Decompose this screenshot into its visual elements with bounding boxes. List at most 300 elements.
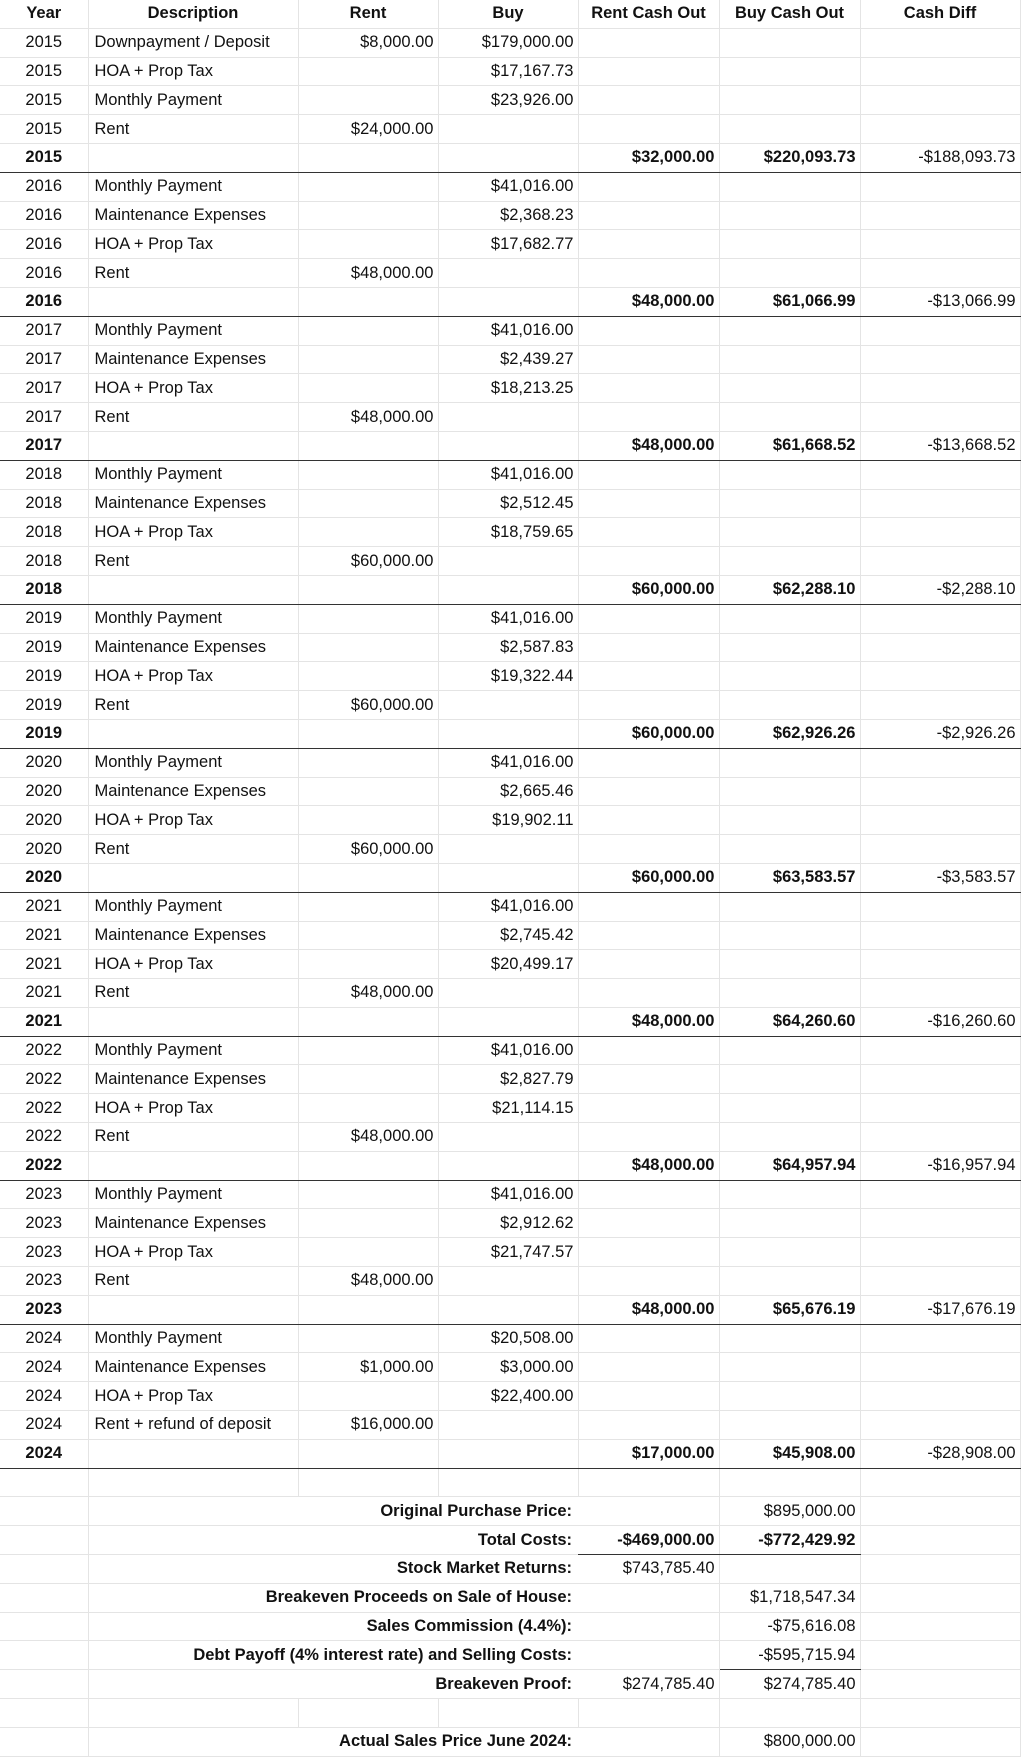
rent-cell[interactable]: $16,000.00 <box>298 1411 438 1440</box>
buy-cell[interactable] <box>438 719 578 748</box>
rent-cash-out-cell[interactable]: $48,000.00 <box>578 1007 719 1036</box>
cell[interactable] <box>0 1641 88 1670</box>
rent-cash-out-cell[interactable]: $17,000.00 <box>578 1439 719 1468</box>
rent-cash-out-cell[interactable] <box>578 1267 719 1296</box>
summary-label[interactable]: Debt Payoff (4% interest rate) and Selling Costs: <box>88 1641 578 1670</box>
year-cell[interactable]: 2022 <box>0 1151 88 1180</box>
rent-cash-out-cell[interactable] <box>578 1180 719 1209</box>
rent-cash-out-cell[interactable] <box>578 230 719 259</box>
rent-cell[interactable] <box>298 1324 438 1353</box>
buy-cash-out-cell[interactable] <box>719 1411 860 1440</box>
year-cell[interactable]: 2021 <box>0 1007 88 1036</box>
buy-cell[interactable]: $17,167.73 <box>438 57 578 86</box>
cell[interactable] <box>0 1555 88 1584</box>
buy-cash-out-cell[interactable] <box>719 1094 860 1123</box>
cash-diff-cell[interactable] <box>860 1209 1020 1238</box>
cell[interactable] <box>719 1699 860 1728</box>
description-cell[interactable] <box>88 143 298 172</box>
rent-cash-out-cell[interactable] <box>578 921 719 950</box>
year-cell[interactable]: 2020 <box>0 777 88 806</box>
buy-cell[interactable]: $41,016.00 <box>438 1036 578 1065</box>
buy-cash-out-cell[interactable] <box>719 633 860 662</box>
description-cell[interactable]: Monthly Payment <box>88 1036 298 1065</box>
buy-cell[interactable]: $2,439.27 <box>438 345 578 374</box>
description-cell[interactable] <box>88 575 298 604</box>
buy-cell[interactable]: $19,322.44 <box>438 662 578 691</box>
rent-cell[interactable]: $48,000.00 <box>298 1123 438 1152</box>
rent-cell[interactable] <box>298 1007 438 1036</box>
rent-cash-out-cell[interactable] <box>578 1123 719 1152</box>
rent-cash-out-cell[interactable] <box>578 345 719 374</box>
year-cell[interactable]: 2024 <box>0 1411 88 1440</box>
rent-cash-out-cell[interactable] <box>578 892 719 921</box>
description-cell[interactable]: Rent <box>88 835 298 864</box>
buy-cash-out-cell[interactable] <box>719 1209 860 1238</box>
cash-diff-cell[interactable] <box>860 115 1020 144</box>
rent-cash-out-cell[interactable] <box>578 201 719 230</box>
buy-cell[interactable] <box>438 575 578 604</box>
buy-cell[interactable] <box>438 1295 578 1324</box>
buy-cell[interactable]: $18,759.65 <box>438 518 578 547</box>
buy-cash-out-cell[interactable]: $62,288.10 <box>719 575 860 604</box>
buy-cash-out-cell[interactable] <box>719 403 860 432</box>
description-cell[interactable]: Maintenance Expenses <box>88 777 298 806</box>
buy-cash-out-cell[interactable] <box>719 201 860 230</box>
buy-cell[interactable]: $2,827.79 <box>438 1065 578 1094</box>
cash-diff-cell[interactable] <box>860 1123 1020 1152</box>
buy-cash-out-cell[interactable] <box>719 1267 860 1296</box>
rent-cell[interactable] <box>298 374 438 403</box>
description-cell[interactable]: Maintenance Expenses <box>88 201 298 230</box>
description-cell[interactable]: Rent <box>88 1123 298 1152</box>
buy-cell[interactable] <box>438 431 578 460</box>
rent-cash-out-cell[interactable] <box>578 86 719 115</box>
rent-cell[interactable]: $1,000.00 <box>298 1353 438 1382</box>
rent-cash-out-cell[interactable]: $48,000.00 <box>578 1295 719 1324</box>
summary-buy-value[interactable]: -$595,715.94 <box>719 1641 860 1670</box>
rent-cell[interactable] <box>298 57 438 86</box>
description-cell[interactable]: Monthly Payment <box>88 172 298 201</box>
summary-label[interactable]: Sales Commission (4.4%): <box>88 1612 578 1641</box>
buy-cell[interactable] <box>438 835 578 864</box>
description-cell[interactable]: HOA + Prop Tax <box>88 57 298 86</box>
rent-cash-out-cell[interactable] <box>578 172 719 201</box>
year-cell[interactable]: 2023 <box>0 1238 88 1267</box>
buy-cash-out-cell[interactable] <box>719 835 860 864</box>
buy-cash-out-cell[interactable] <box>719 230 860 259</box>
description-cell[interactable] <box>88 1151 298 1180</box>
rent-cash-out-cell[interactable] <box>578 316 719 345</box>
buy-cell[interactable]: $20,508.00 <box>438 1324 578 1353</box>
year-cell[interactable]: 2017 <box>0 316 88 345</box>
buy-cash-out-cell[interactable] <box>719 115 860 144</box>
cash-diff-cell[interactable] <box>860 835 1020 864</box>
description-cell[interactable]: Rent <box>88 403 298 432</box>
cash-diff-cell[interactable] <box>860 57 1020 86</box>
buy-cash-out-cell[interactable] <box>719 1353 860 1382</box>
cash-diff-cell[interactable] <box>860 172 1020 201</box>
buy-cell[interactable]: $22,400.00 <box>438 1382 578 1411</box>
buy-cell[interactable]: $2,368.23 <box>438 201 578 230</box>
buy-cell[interactable] <box>438 1151 578 1180</box>
description-cell[interactable]: Monthly Payment <box>88 892 298 921</box>
buy-cell[interactable] <box>438 1007 578 1036</box>
year-cell[interactable]: 2016 <box>0 172 88 201</box>
cell[interactable] <box>860 1555 1020 1584</box>
cash-diff-cell[interactable]: -$13,668.52 <box>860 431 1020 460</box>
description-cell[interactable] <box>88 719 298 748</box>
buy-cell[interactable]: $2,912.62 <box>438 1209 578 1238</box>
cash-diff-cell[interactable] <box>860 1094 1020 1123</box>
year-cell[interactable]: 2019 <box>0 719 88 748</box>
header-description[interactable]: Description <box>88 0 298 28</box>
rent-cell[interactable] <box>298 1238 438 1267</box>
buy-cell[interactable]: $21,114.15 <box>438 1094 578 1123</box>
rent-cash-out-cell[interactable] <box>578 1238 719 1267</box>
rent-cell[interactable] <box>298 719 438 748</box>
cash-diff-cell[interactable]: -$2,926.26 <box>860 719 1020 748</box>
rent-cash-out-cell[interactable] <box>578 28 719 57</box>
rent-cell[interactable] <box>298 287 438 316</box>
buy-cell[interactable]: $179,000.00 <box>438 28 578 57</box>
rent-cell[interactable] <box>298 172 438 201</box>
year-cell[interactable]: 2015 <box>0 86 88 115</box>
cell[interactable] <box>0 1727 88 1756</box>
cash-diff-cell[interactable] <box>860 1353 1020 1382</box>
description-cell[interactable]: Monthly Payment <box>88 86 298 115</box>
buy-cell[interactable]: $41,016.00 <box>438 460 578 489</box>
summary-rent-value[interactable]: $274,785.40 <box>578 1670 719 1699</box>
rent-cell[interactable] <box>298 575 438 604</box>
buy-cell[interactable]: $2,665.46 <box>438 777 578 806</box>
buy-cell[interactable] <box>438 863 578 892</box>
description-cell[interactable]: HOA + Prop Tax <box>88 374 298 403</box>
buy-cell[interactable]: $20,499.17 <box>438 950 578 979</box>
rent-cash-out-cell[interactable] <box>578 1036 719 1065</box>
cash-diff-cell[interactable] <box>860 633 1020 662</box>
buy-cell[interactable]: $3,000.00 <box>438 1353 578 1382</box>
buy-cell[interactable] <box>438 259 578 288</box>
description-cell[interactable]: Monthly Payment <box>88 316 298 345</box>
year-cell[interactable]: 2019 <box>0 633 88 662</box>
rent-cell[interactable] <box>298 201 438 230</box>
summary-buy-value[interactable]: $1,718,547.34 <box>719 1583 860 1612</box>
rent-cell[interactable] <box>298 1065 438 1094</box>
description-cell[interactable] <box>88 1295 298 1324</box>
buy-cell[interactable] <box>438 1267 578 1296</box>
buy-cash-out-cell[interactable] <box>719 1382 860 1411</box>
description-cell[interactable]: Monthly Payment <box>88 460 298 489</box>
cash-diff-cell[interactable] <box>860 921 1020 950</box>
year-cell[interactable]: 2016 <box>0 201 88 230</box>
buy-cash-out-cell[interactable] <box>719 1180 860 1209</box>
year-cell[interactable]: 2017 <box>0 403 88 432</box>
rent-cash-out-cell[interactable] <box>578 777 719 806</box>
year-cell[interactable]: 2016 <box>0 287 88 316</box>
rent-cell[interactable] <box>298 1382 438 1411</box>
summary-label[interactable]: Breakeven Proceeds on Sale of House: <box>88 1583 578 1612</box>
buy-cell[interactable]: $41,016.00 <box>438 172 578 201</box>
rent-cell[interactable] <box>298 230 438 259</box>
buy-cell[interactable]: $18,213.25 <box>438 374 578 403</box>
rent-cell[interactable] <box>298 777 438 806</box>
cash-diff-cell[interactable] <box>860 547 1020 576</box>
rent-cell[interactable] <box>298 662 438 691</box>
cell[interactable] <box>298 1468 438 1497</box>
cell[interactable] <box>0 1670 88 1699</box>
summary-rent-value[interactable]: $743,785.40 <box>578 1555 719 1584</box>
cash-diff-cell[interactable] <box>860 1065 1020 1094</box>
buy-cash-out-cell[interactable] <box>719 86 860 115</box>
cell[interactable] <box>860 1670 1020 1699</box>
buy-cash-out-cell[interactable] <box>719 662 860 691</box>
cash-diff-cell[interactable]: -$17,676.19 <box>860 1295 1020 1324</box>
description-cell[interactable]: Rent <box>88 115 298 144</box>
description-cell[interactable] <box>88 863 298 892</box>
description-cell[interactable]: Monthly Payment <box>88 1180 298 1209</box>
rent-cash-out-cell[interactable] <box>578 259 719 288</box>
cell[interactable] <box>578 1641 719 1670</box>
cash-diff-cell[interactable] <box>860 403 1020 432</box>
summary-label[interactable]: Stock Market Returns: <box>88 1555 578 1584</box>
cell[interactable] <box>0 1612 88 1641</box>
buy-cash-out-cell[interactable] <box>719 489 860 518</box>
cash-diff-cell[interactable] <box>860 201 1020 230</box>
rent-cell[interactable]: $60,000.00 <box>298 547 438 576</box>
rent-cell[interactable] <box>298 431 438 460</box>
buy-cash-out-cell[interactable]: $64,957.94 <box>719 1151 860 1180</box>
rent-cell[interactable] <box>298 1036 438 1065</box>
buy-cell[interactable] <box>438 403 578 432</box>
cash-diff-cell[interactable] <box>860 1180 1020 1209</box>
year-cell[interactable]: 2020 <box>0 863 88 892</box>
buy-cash-out-cell[interactable] <box>719 806 860 835</box>
rent-cell[interactable] <box>298 748 438 777</box>
cash-diff-cell[interactable] <box>860 316 1020 345</box>
buy-cash-out-cell[interactable] <box>719 979 860 1008</box>
header-buy-cash-out[interactable]: Buy Cash Out <box>719 0 860 28</box>
rent-cell[interactable] <box>298 1295 438 1324</box>
rent-cell[interactable] <box>298 863 438 892</box>
year-cell[interactable]: 2017 <box>0 345 88 374</box>
year-cell[interactable]: 2015 <box>0 143 88 172</box>
buy-cell[interactable]: $2,587.83 <box>438 633 578 662</box>
summary-buy-value[interactable]: $274,785.40 <box>719 1670 860 1699</box>
buy-cash-out-cell[interactable]: $64,260.60 <box>719 1007 860 1036</box>
cell[interactable] <box>0 1497 88 1526</box>
buy-cell[interactable]: $41,016.00 <box>438 748 578 777</box>
cell[interactable] <box>860 1612 1020 1641</box>
header-year[interactable]: Year <box>0 0 88 28</box>
cash-diff-cell[interactable] <box>860 489 1020 518</box>
rent-cell[interactable] <box>298 345 438 374</box>
year-cell[interactable]: 2024 <box>0 1324 88 1353</box>
rent-cash-out-cell[interactable]: $48,000.00 <box>578 1151 719 1180</box>
cash-diff-cell[interactable]: -$16,957.94 <box>860 1151 1020 1180</box>
cell[interactable] <box>0 1699 88 1728</box>
rent-cash-out-cell[interactable] <box>578 518 719 547</box>
summary-label[interactable]: Original Purchase Price: <box>88 1497 578 1526</box>
year-cell[interactable]: 2023 <box>0 1267 88 1296</box>
rent-cash-out-cell[interactable] <box>578 403 719 432</box>
cell[interactable] <box>578 1583 719 1612</box>
cash-diff-cell[interactable] <box>860 1411 1020 1440</box>
rent-cell[interactable] <box>298 1151 438 1180</box>
year-cell[interactable]: 2021 <box>0 979 88 1008</box>
summary-buy-value[interactable]: $895,000.00 <box>719 1497 860 1526</box>
rent-cell[interactable] <box>298 316 438 345</box>
description-cell[interactable]: HOA + Prop Tax <box>88 1238 298 1267</box>
cell[interactable] <box>88 1699 298 1728</box>
year-cell[interactable]: 2018 <box>0 489 88 518</box>
year-cell[interactable]: 2020 <box>0 835 88 864</box>
cell[interactable] <box>578 1727 719 1756</box>
rent-cash-out-cell[interactable] <box>578 835 719 864</box>
rent-cell[interactable] <box>298 950 438 979</box>
summary-label[interactable]: Actual Sales Price June 2024: <box>88 1727 578 1756</box>
year-cell[interactable]: 2023 <box>0 1295 88 1324</box>
cash-diff-cell[interactable] <box>860 979 1020 1008</box>
buy-cash-out-cell[interactable] <box>719 259 860 288</box>
cash-diff-cell[interactable] <box>860 460 1020 489</box>
rent-cell[interactable]: $60,000.00 <box>298 835 438 864</box>
rent-cash-out-cell[interactable] <box>578 748 719 777</box>
rent-cash-out-cell[interactable] <box>578 950 719 979</box>
cash-diff-cell[interactable] <box>860 345 1020 374</box>
rent-cell[interactable]: $48,000.00 <box>298 1267 438 1296</box>
summary-buy-value[interactable]: $800,000.00 <box>719 1727 860 1756</box>
cash-diff-cell[interactable]: -$13,066.99 <box>860 287 1020 316</box>
buy-cell[interactable]: $17,682.77 <box>438 230 578 259</box>
cell[interactable] <box>0 1583 88 1612</box>
cell[interactable] <box>578 1497 719 1526</box>
cell[interactable] <box>438 1699 578 1728</box>
rent-cash-out-cell[interactable] <box>578 374 719 403</box>
rent-cash-out-cell[interactable] <box>578 1094 719 1123</box>
year-cell[interactable]: 2024 <box>0 1353 88 1382</box>
description-cell[interactable]: Maintenance Expenses <box>88 921 298 950</box>
description-cell[interactable]: HOA + Prop Tax <box>88 518 298 547</box>
cell[interactable] <box>578 1612 719 1641</box>
rent-cash-out-cell[interactable]: $60,000.00 <box>578 575 719 604</box>
summary-label[interactable]: Total Costs: <box>88 1526 578 1555</box>
buy-cash-out-cell[interactable] <box>719 1238 860 1267</box>
year-cell[interactable]: 2022 <box>0 1036 88 1065</box>
rent-cash-out-cell[interactable] <box>578 806 719 835</box>
description-cell[interactable] <box>88 287 298 316</box>
year-cell[interactable]: 2015 <box>0 115 88 144</box>
buy-cash-out-cell[interactable] <box>719 892 860 921</box>
cell[interactable] <box>860 1468 1020 1497</box>
rent-cash-out-cell[interactable] <box>578 547 719 576</box>
buy-cell[interactable]: $41,016.00 <box>438 892 578 921</box>
description-cell[interactable]: Maintenance Expenses <box>88 345 298 374</box>
buy-cash-out-cell[interactable]: $220,093.73 <box>719 143 860 172</box>
buy-cell[interactable]: $2,745.42 <box>438 921 578 950</box>
rent-cash-out-cell[interactable]: $32,000.00 <box>578 143 719 172</box>
description-cell[interactable]: HOA + Prop Tax <box>88 230 298 259</box>
cash-diff-cell[interactable] <box>860 1324 1020 1353</box>
description-cell[interactable]: Maintenance Expenses <box>88 1065 298 1094</box>
rent-cell[interactable] <box>298 1439 438 1468</box>
rent-cell[interactable] <box>298 1180 438 1209</box>
buy-cell[interactable] <box>438 115 578 144</box>
cash-diff-cell[interactable]: -$2,288.10 <box>860 575 1020 604</box>
description-cell[interactable]: Monthly Payment <box>88 748 298 777</box>
rent-cell[interactable] <box>298 460 438 489</box>
description-cell[interactable]: HOA + Prop Tax <box>88 806 298 835</box>
rent-cash-out-cell[interactable]: $60,000.00 <box>578 719 719 748</box>
cash-diff-cell[interactable] <box>860 86 1020 115</box>
rent-cell[interactable]: $48,000.00 <box>298 979 438 1008</box>
rent-cell[interactable] <box>298 518 438 547</box>
rent-cell[interactable]: $8,000.00 <box>298 28 438 57</box>
buy-cash-out-cell[interactable] <box>719 1065 860 1094</box>
cash-diff-cell[interactable] <box>860 374 1020 403</box>
buy-cell[interactable] <box>438 1123 578 1152</box>
buy-cell[interactable] <box>438 547 578 576</box>
description-cell[interactable]: HOA + Prop Tax <box>88 1382 298 1411</box>
rent-cash-out-cell[interactable]: $48,000.00 <box>578 431 719 460</box>
buy-cash-out-cell[interactable]: $63,583.57 <box>719 863 860 892</box>
rent-cash-out-cell[interactable] <box>578 57 719 86</box>
description-cell[interactable]: Rent <box>88 979 298 1008</box>
year-cell[interactable]: 2017 <box>0 374 88 403</box>
summary-buy-value[interactable]: -$772,429.92 <box>719 1526 860 1555</box>
rent-cash-out-cell[interactable] <box>578 1324 719 1353</box>
buy-cash-out-cell[interactable] <box>719 691 860 720</box>
cash-diff-cell[interactable] <box>860 259 1020 288</box>
year-cell[interactable]: 2017 <box>0 431 88 460</box>
summary-rent-value[interactable]: -$469,000.00 <box>578 1526 719 1555</box>
cash-diff-cell[interactable]: -$188,093.73 <box>860 143 1020 172</box>
year-cell[interactable]: 2022 <box>0 1094 88 1123</box>
buy-cash-out-cell[interactable] <box>719 604 860 633</box>
rent-cash-out-cell[interactable] <box>578 1382 719 1411</box>
buy-cash-out-cell[interactable] <box>719 57 860 86</box>
cell[interactable] <box>860 1641 1020 1670</box>
cash-diff-cell[interactable]: -$28,908.00 <box>860 1439 1020 1468</box>
cash-diff-cell[interactable] <box>860 518 1020 547</box>
buy-cash-out-cell[interactable] <box>719 316 860 345</box>
header-buy[interactable]: Buy <box>438 0 578 28</box>
cash-diff-cell[interactable]: -$16,260.60 <box>860 1007 1020 1036</box>
buy-cash-out-cell[interactable] <box>719 28 860 57</box>
year-cell[interactable]: 2024 <box>0 1439 88 1468</box>
description-cell[interactable] <box>88 1007 298 1036</box>
year-cell[interactable]: 2019 <box>0 691 88 720</box>
cell[interactable] <box>578 1699 719 1728</box>
rent-cell[interactable] <box>298 143 438 172</box>
header-rent[interactable]: Rent <box>298 0 438 28</box>
cell[interactable] <box>719 1555 860 1584</box>
buy-cell[interactable] <box>438 691 578 720</box>
buy-cash-out-cell[interactable] <box>719 1324 860 1353</box>
cash-diff-cell[interactable] <box>860 604 1020 633</box>
description-cell[interactable]: Maintenance Expenses <box>88 489 298 518</box>
rent-cash-out-cell[interactable] <box>578 115 719 144</box>
buy-cash-out-cell[interactable] <box>719 374 860 403</box>
cash-diff-cell[interactable] <box>860 691 1020 720</box>
buy-cell[interactable] <box>438 1439 578 1468</box>
rent-cash-out-cell[interactable] <box>578 604 719 633</box>
description-cell[interactable]: Maintenance Expenses <box>88 1209 298 1238</box>
buy-cash-out-cell[interactable] <box>719 748 860 777</box>
buy-cell[interactable] <box>438 143 578 172</box>
year-cell[interactable]: 2018 <box>0 518 88 547</box>
year-cell[interactable]: 2022 <box>0 1065 88 1094</box>
description-cell[interactable]: Downpayment / Deposit <box>88 28 298 57</box>
